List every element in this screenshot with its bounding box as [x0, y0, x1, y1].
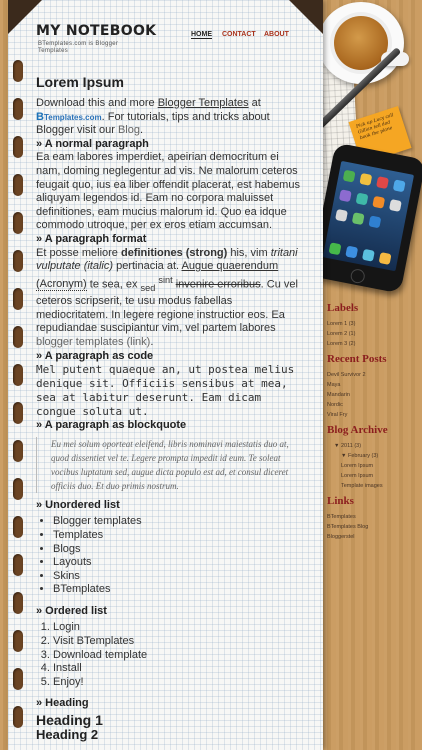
- binder-hole: [13, 668, 23, 690]
- format-text: te sea, ex: [86, 278, 141, 291]
- app-icon: [339, 189, 352, 202]
- acronym-text: (Acronym): [36, 278, 87, 291]
- nav-home-link[interactable]: HOME: [191, 31, 212, 38]
- blog-archive-title: Blog Archive: [327, 424, 388, 436]
- intro-text: . For tutorials, tips and tricks about Blogger visit our: [36, 110, 270, 137]
- recent-post-link[interactable]: Mandarin: [327, 392, 350, 398]
- app-icon: [372, 196, 385, 209]
- format-text: . Cu vel ceteros scripserit, te usu modus fabellas mediocritatem. In legere regione instructior eos. Ea repudiandae suscipiantur vim, vel partem labores: [36, 278, 298, 335]
- coffee-cup-decoration: [318, 2, 404, 84]
- subscript-text: sed: [140, 282, 156, 293]
- recent-posts-widget: [327, 353, 422, 420]
- app-icon: [352, 212, 365, 225]
- format-text: .: [150, 335, 154, 348]
- archive-post-link[interactable]: Lorem Ipsum: [341, 473, 374, 479]
- labels-title: Labels: [327, 302, 359, 314]
- app-icon: [359, 173, 372, 186]
- binder-hole: [13, 402, 23, 424]
- ordered-list-heading: » Ordered list: [36, 604, 107, 617]
- btemplates-logo-link[interactable]: [36, 111, 102, 123]
- sidebar-link[interactable]: BTemplates: [327, 514, 356, 520]
- sidebar: [327, 302, 422, 546]
- strong-text: definitiones (strong): [120, 246, 228, 259]
- archive-month-toggle[interactable]: ▼ February (3): [341, 453, 379, 459]
- site-description: BTemplates.com is Blogger Templates: [38, 41, 119, 54]
- binder-hole: [13, 250, 23, 272]
- app-icon: [393, 179, 406, 192]
- binder-hole: [13, 326, 23, 348]
- blog-archive-widget: [327, 424, 422, 491]
- archive-post-link[interactable]: Lorem Ipsum: [341, 463, 374, 469]
- blogger-templates-link[interactable]: Blogger Templates: [157, 97, 249, 109]
- app-icon: [335, 209, 348, 222]
- app-icon: [345, 246, 358, 259]
- binder-hole: [13, 288, 23, 310]
- binder-hole: [13, 592, 23, 614]
- list-item: 1. Login: [53, 621, 301, 635]
- binder-hole: [13, 706, 23, 728]
- blog-link[interactable]: Blog: [117, 124, 140, 137]
- superscript-text: sint: [158, 274, 173, 285]
- format-paragraph: [36, 247, 301, 350]
- recent-post-link[interactable]: Maya: [327, 382, 341, 388]
- phone-home-button: [350, 268, 366, 284]
- binder-hole: [13, 136, 23, 158]
- strikethrough-text: invenire erroribus: [175, 278, 261, 291]
- format-text: his, vim: [227, 246, 271, 259]
- post-title[interactable]: Lorem Ipsum: [36, 74, 124, 90]
- code-paragraph-heading: » A paragraph as code: [36, 349, 154, 362]
- app-icon: [379, 252, 392, 265]
- underline-text: Augue quaerendum: [181, 260, 279, 273]
- binder-hole: [13, 98, 23, 120]
- nav-contact-link[interactable]: CONTACT: [222, 31, 256, 38]
- sticky-note: Pick up Lucy call Gillian tell dad book the plane: [348, 106, 411, 164]
- app-icon: [376, 176, 389, 189]
- app-icon: [368, 215, 381, 228]
- recent-post-link[interactable]: Viral Fry: [327, 412, 348, 418]
- binder-hole: [13, 60, 23, 82]
- archive-year-toggle[interactable]: ▼ 2011 (3): [334, 443, 362, 449]
- archive-post-link[interactable]: Template images: [341, 483, 383, 489]
- format-text: pertinacia at.: [113, 260, 182, 273]
- list-item: 3. Download template: [53, 649, 301, 663]
- site-title[interactable]: MY NOTEBOOK: [36, 23, 157, 39]
- recent-post-link[interactable]: Devil Survivor 2: [327, 372, 366, 378]
- italic-text: tritani vulputate (italic): [36, 246, 298, 273]
- sidebar-link[interactable]: Bloggerstel: [327, 534, 355, 540]
- binder-hole: [13, 212, 23, 234]
- app-icon: [356, 193, 369, 206]
- format-paragraph-heading: » A paragraph format: [36, 232, 147, 245]
- code-block: Mel putent quaeque an, ut postea melius denique sit. Officiis sensibus at mea, sea at labitur deserunt. Eam dicam congue soluta ut.: [36, 363, 295, 419]
- label-link[interactable]: Lorem 3 (2): [327, 341, 356, 347]
- btemplates-logo-text: Templates.com: [43, 112, 102, 122]
- intro-paragraph: [36, 97, 301, 138]
- binder-hole: [13, 174, 23, 196]
- ordered-list: [36, 621, 301, 689]
- list-item: • Layouts: [53, 556, 301, 570]
- post-body: [36, 74, 301, 741]
- binder-hole: [13, 516, 23, 538]
- btemplates-logo-b: B: [36, 110, 44, 123]
- nav-about-link[interactable]: ABOUT: [264, 31, 289, 38]
- list-item: 4. Install: [53, 662, 301, 676]
- format-text: Et posse meliore: [36, 246, 121, 259]
- binder-hole: [13, 364, 23, 386]
- blockquote: Eu mei solum oporteat eleifend, libris nominavi maiestatis duo at, quod dissentiet vel te. Legere prompta impedit id eum. Te soleat vocibus luptatum sed, augue dicta populo est ad, et consul diceret officiis duo. Et duo primis nostrum.: [36, 437, 301, 493]
- normal-paragraph-heading: » A normal paragraph: [36, 137, 149, 150]
- recent-post-link[interactable]: Nordic: [327, 402, 343, 408]
- links-title: Links: [327, 495, 354, 507]
- binder-hole: [13, 478, 23, 500]
- heading-2-sample: Heading 2: [36, 727, 99, 743]
- list-item: • BTemplates: [53, 583, 301, 597]
- list-item: • Blogs: [53, 543, 301, 557]
- sidebar-link[interactable]: BTemplates Blog: [327, 524, 369, 530]
- list-item: 2. Visit BTemplates: [53, 635, 301, 649]
- app-icon: [329, 242, 342, 255]
- unordered-list: [36, 515, 301, 597]
- binder-holes: [13, 0, 27, 750]
- heading-section-heading: » Heading: [36, 697, 89, 710]
- intro-text: at: [248, 97, 261, 109]
- heading-1-sample: Heading 1: [36, 712, 103, 729]
- unordered-list-heading: » Unordered list: [36, 498, 120, 511]
- binder-hole: [13, 440, 23, 462]
- normal-paragraph: Ea eam labores imperdiet, apeirian democritum ei nam, doming neglegentur ad vis. Ne malorum ceteros feugait quo, ius ea liber offendit placerat, est habemus aliquyam legendos id. Eam no corpora maluisset definitiones, eam mucius malorum id. Quo ea idque commodo utroque, per ex eros etiam accumsan.: [36, 151, 300, 232]
- links-widget: [327, 495, 422, 542]
- phone-screen: [323, 161, 414, 271]
- label-link[interactable]: Lorem 2 (1): [327, 331, 356, 337]
- intro-text: Download this and more: [36, 97, 158, 109]
- list-item: • Skins: [53, 570, 301, 584]
- label-link[interactable]: Lorem 1 (3): [327, 321, 356, 327]
- app-icon: [343, 170, 356, 183]
- list-item: 5. Enjoy!: [53, 676, 301, 690]
- binder-hole: [13, 630, 23, 652]
- app-icon: [389, 199, 402, 212]
- app-icon: [362, 249, 375, 262]
- recent-posts-title: Recent Posts: [327, 353, 387, 365]
- paper-corner-right: [289, 0, 323, 34]
- blockquote-heading: » A paragraph as blockquote: [36, 419, 187, 432]
- blogger-templates-inline-link[interactable]: blogger templates (link): [36, 335, 151, 348]
- list-item: • Templates: [53, 529, 301, 543]
- intro-text: .: [139, 124, 144, 137]
- binder-hole: [13, 554, 23, 576]
- labels-widget: [327, 302, 422, 349]
- list-item: • Blogger templates: [53, 515, 301, 529]
